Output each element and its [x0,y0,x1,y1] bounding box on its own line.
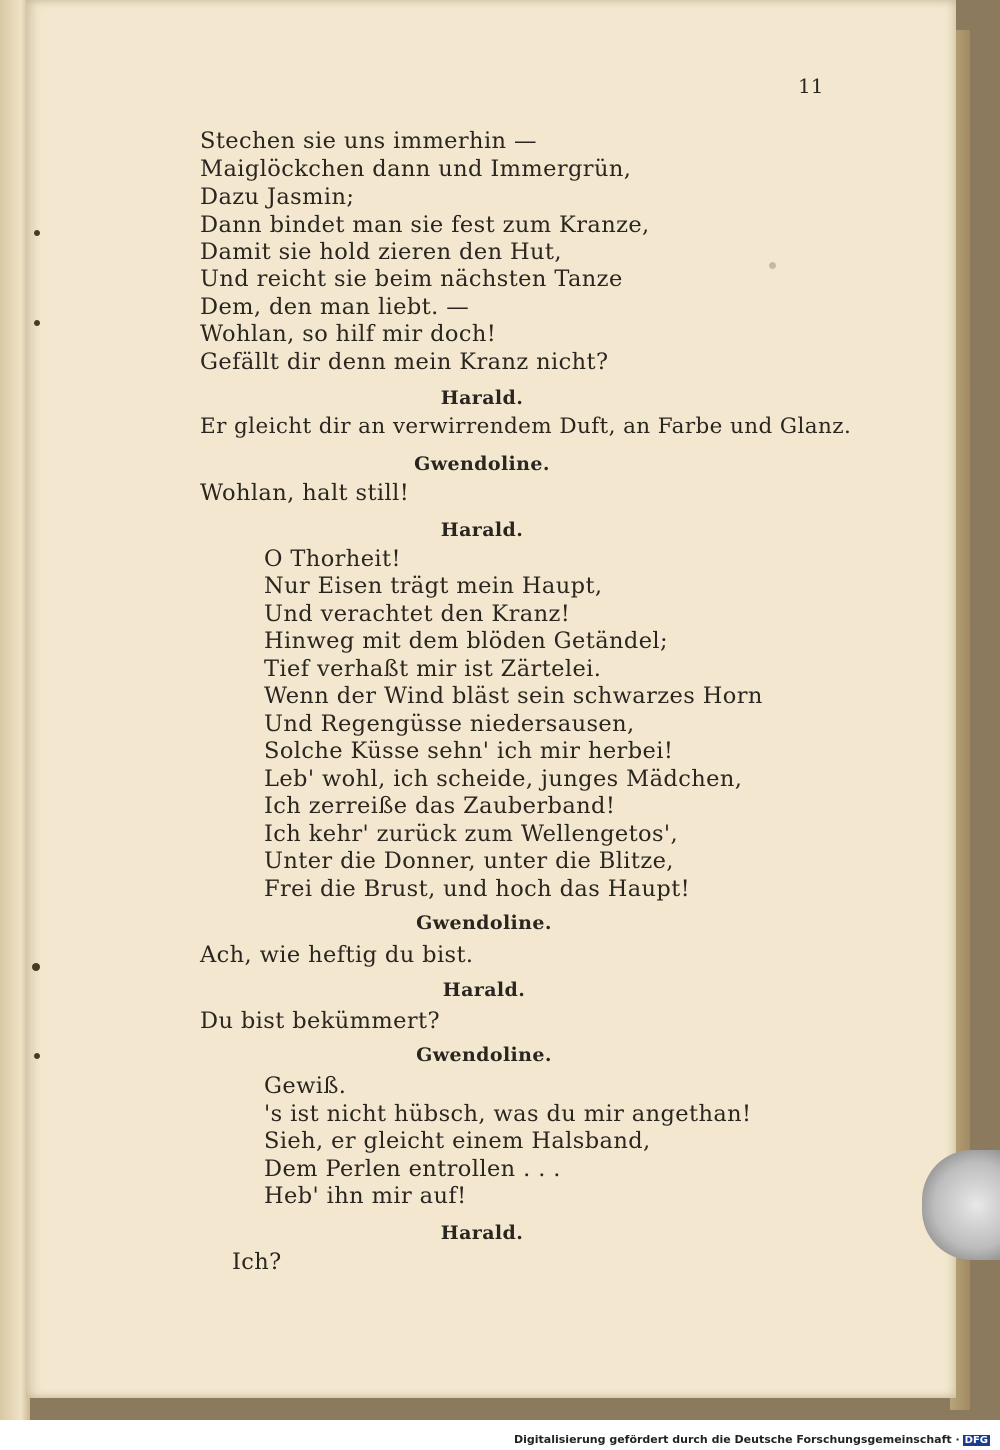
verse-line: Er gleicht dir an verwirrendem Duft, an Farbe und Glanz. [200,414,852,439]
verse-line: Ich kehr' zurück zum Wellengetos', [264,821,679,847]
verse-line: Wohlan, halt still! [200,480,410,506]
verse-line: Hinweg mit dem blöden Getändel; [264,628,669,654]
verse-line: 's ist nicht hübsch, was du mir angethan! [264,1101,752,1127]
verse-line: Wohlan, so hilf mir doch! [200,321,497,347]
verse-line: Und verachtet den Kranz! [264,601,571,627]
verse-line: Leb' wohl, ich scheide, junges Mädchen, [264,766,743,792]
verse-line: Heb' ihn mir auf! [264,1183,467,1209]
verse-line: Unter die Donner, unter die Blitze, [264,848,674,874]
speaker-name: Harald. [440,387,524,409]
verse-line: Damit sie hold zieren den Hut, [200,239,562,265]
verse-line: Dem, den man liebt. — [200,294,470,320]
verse-line: Stechen sie uns immerhin — [200,128,537,154]
speaker-name: Gwendoline. [416,1044,552,1066]
speaker-name: Harald. [440,1222,524,1244]
verse-line: Ach, wie heftig du bist. [200,942,474,968]
verse-line: Und Regengüsse niedersausen, [264,711,635,737]
speaker-name: Gwendoline. [414,453,550,475]
verse-line: Gefällt dir denn mein Kranz nicht? [200,349,609,375]
verse-line: Wenn der Wind bläst sein schwarzes Horn [264,683,763,709]
dfg-logo: DFG [964,1435,988,1446]
book-page [26,0,956,1398]
digitization-credit [514,1433,990,1446]
verse-line: Dem Perlen entrollen . . . [264,1156,561,1182]
page-number: 11 [798,74,824,98]
verse-line: Solche Küsse sehn' ich mir herbei! [264,738,674,764]
verse-line: Gewiß. [264,1073,347,1099]
verse-line: Dazu Jasmin; [200,184,355,210]
verse-line: Und reicht sie beim nächsten Tanze [200,266,623,292]
speaker-name: Harald. [440,519,524,541]
verse-line: Sieh, er gleicht einem Halsband, [264,1128,651,1154]
speaker-name: Gwendoline. [416,912,552,934]
verse-line: Dann bindet man sie fest zum Kranze, [200,212,650,238]
verse-line: Frei die Brust, und hoch das Haupt! [264,876,691,902]
verse-line: Ich zerreiße das Zauberband! [264,793,616,819]
verse-line: Maiglöckchen dann und Immergrün, [200,156,632,182]
verse-line: Ich? [232,1249,282,1275]
verse-line: Tief verhaßt mir ist Zärtelei. [264,656,602,682]
page-text [26,0,956,1398]
verse-line: O Thorheit! [264,546,401,572]
speaker-name: Harald. [442,979,526,1001]
verse-line: Nur Eisen trägt mein Haupt, [264,573,603,599]
verse-line: Du bist bekümmert? [200,1008,440,1034]
credit-text: Digitalisierung gefördert durch die Deutsche Forschungsgemeinschaft · [513,1433,960,1446]
